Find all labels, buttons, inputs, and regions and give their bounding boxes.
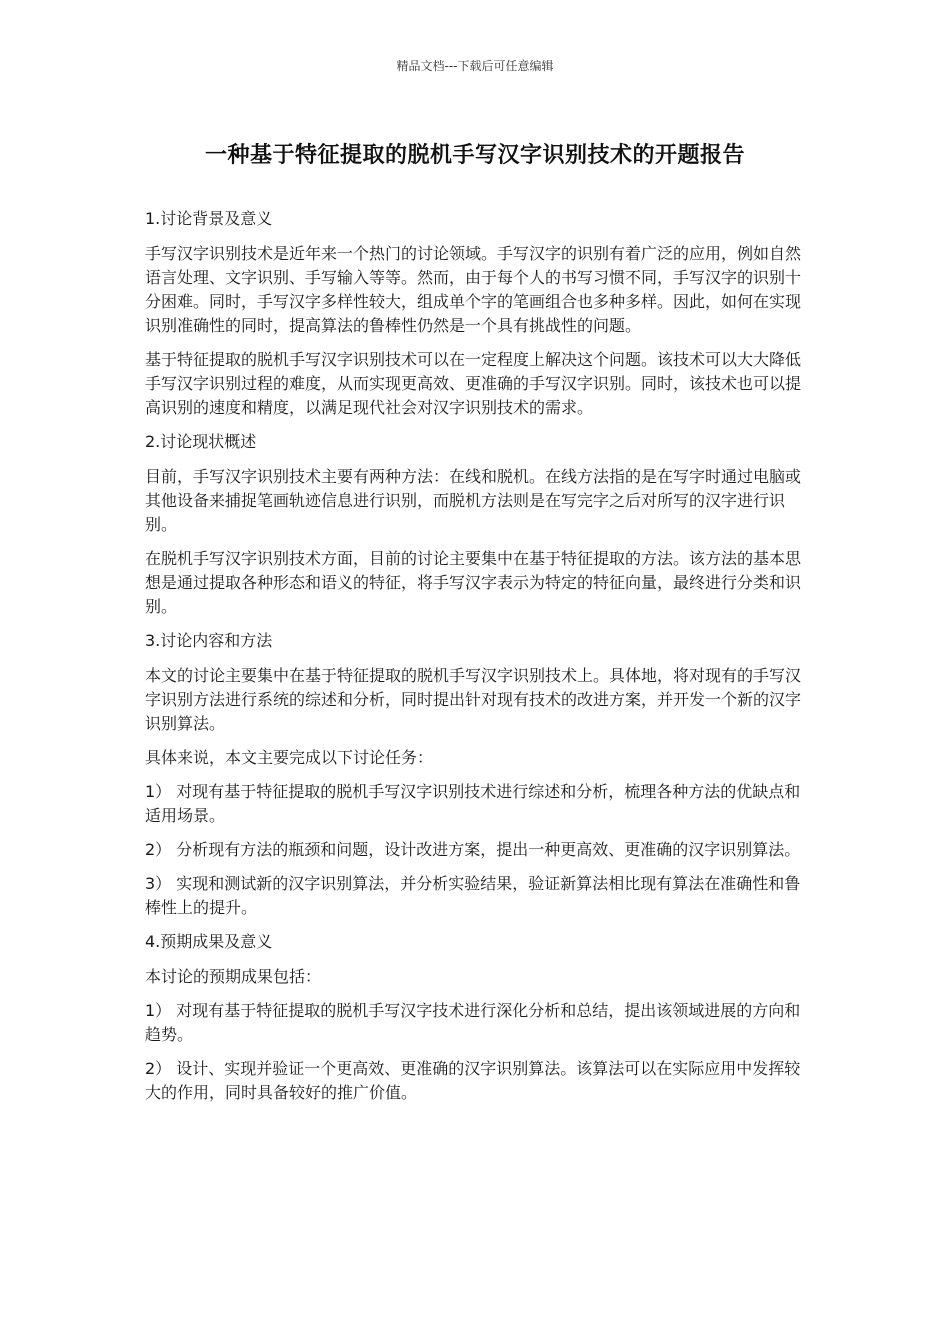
section-heading: 2.讨论现状概述	[145, 432, 257, 451]
paragraph: 目前，手写汉字识别技术主要有两种方法：在线和脱机。在线方法指的是在写字时通过电脑或其他设备来捕捉笔画轨迹信息进行识别，而脱机方法则是在写完字之后对所写的汉字进行识别。	[145, 467, 802, 534]
paragraph: 在脱机手写汉字识别技术方面，目前的讨论主要集中在基于特征提取的方法。该方法的基本思想是通过提取各种形态和语义的特征，将手写汉字表示为特定的特征向量，最终进行分类和识别。	[145, 549, 802, 616]
section-heading: 3.讨论内容和方法	[145, 631, 273, 650]
document-body	[145, 207, 807, 1115]
list-item: 3） 实现和测试新的汉字识别算法，并分析实验结果，验证新算法相比现有算法在准确性和鲁棒性上的提升。	[145, 874, 801, 917]
section-status	[145, 430, 807, 619]
section-background	[145, 207, 807, 420]
section-content-methods	[145, 629, 807, 920]
paragraph: 具体来说，本文主要完成以下讨论任务：	[145, 748, 434, 767]
paragraph: 本讨论的预期成果包括：	[145, 967, 322, 986]
paragraph: 手写汉字识别技术是近年来一个热门的讨论领域。手写汉字的识别有着广泛的应用，例如自然语言处理、文字识别、手写输入等等。然而，由于每个人的书写习惯不同，手写汉字的识别十分困难。同时，手写汉字多样性较大，组成单个字的笔画组合也多种多样。因此，如何在实现识别准确性的同时，提高算法的鲁棒性仍然是一个具有挑战性的问题。	[145, 244, 802, 335]
section-heading: 1.讨论背景及意义	[145, 209, 273, 228]
page-header-note: 精品文档---下载后可任意编辑	[396, 59, 554, 73]
section-heading: 4.预期成果及意义	[145, 932, 273, 951]
section-expected-results	[145, 930, 807, 1105]
paragraph: 基于特征提取的脱机手写汉字识别技术可以在一定程度上解决这个问题。该技术可以大大降低手写汉字识别过程的难度，从而实现更高效、更准确的手写汉字识别。同时，该技术也可以提高识别的速度和精度，以满足现代社会对汉字识别技术的需求。	[145, 350, 802, 417]
list-item: 1） 对现有基于特征提取的脱机手写汉字识别技术进行综述和分析，梳理各种方法的优缺点和适用场景。	[145, 782, 801, 825]
document-title: 一种基于特征提取的脱机手写汉字识别技术的开题报告	[204, 143, 745, 168]
list-item: 1） 对现有基于特征提取的脱机手写汉字技术进行深化分析和总结，提出该领域进展的方向和趋势。	[145, 1001, 801, 1044]
paragraph: 本文的讨论主要集中在基于特征提取的脱机手写汉字识别技术上。具体地，将对现有的手写汉字识别方法进行系统的综述和分析，同时提出针对现有技术的改进方案，并开发一个新的汉字识别算法。	[145, 666, 802, 733]
list-item: 2） 设计、实现并验证一个更高效、更准确的汉字识别算法。该算法可以在实际应用中发挥较大的作用，同时具备较好的推广价值。	[145, 1059, 801, 1102]
list-item: 2） 分析现有方法的瓶颈和问题，设计改进方案，提出一种更高效、更准确的汉字识别算法。	[145, 840, 801, 859]
